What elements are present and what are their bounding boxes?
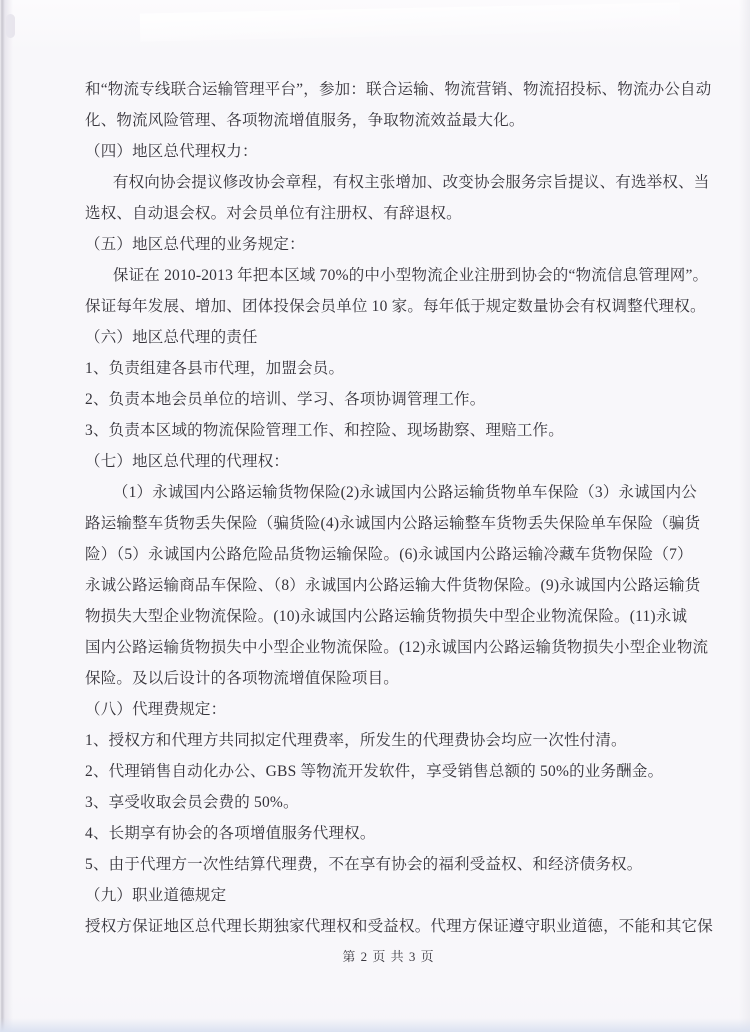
section-heading: （九）职业道德规定: [85, 887, 227, 904]
document-line: 路运输整车货物丢失保险（骗货险(4)永诚国内公路运输整车货物丢失保险单车保险（骗货: [85, 515, 701, 532]
page-footer: 第 2 页 共 3 页: [342, 949, 435, 964]
section-heading: （八）代理费规定：: [85, 701, 227, 718]
document-line: 和“物流专线联合运输管理平台”，参加：联合运输、物流营销、物流招投标、物流办公自动: [85, 81, 712, 98]
document-line: 授权方保证地区总代理长期独家代理权和受益权。代理方保证遵守职业道德，不能和其它保: [85, 918, 714, 935]
document-line: 永诚公路运输商品车保险、（8）永诚国内公路运输大件货物保险。(9)永诚国内公路运输货: [85, 577, 701, 594]
document-line: 保险。及以后设计的各项物流增值保险项目。: [85, 670, 400, 687]
document-line: 有权向协会提议修改协会章程，有权主张增加、改变协会服务宗旨提议、有选举权、当: [112, 174, 710, 191]
document-line: 保证在 2010-2013 年把本区域 70%的中小型物流企业注册到协会的“物流信息管理网”。: [112, 267, 709, 284]
list-item: 4、长期享有协会的各项增值服务代理权。: [85, 825, 376, 842]
document-line: 化、物流风险管理、各项物流增值服务，争取物流效益最大化。: [85, 112, 525, 129]
list-item: 2、代理销售自动化办公、GBS 等物流开发软件，享受销售总额的 50%的业务酬金。: [85, 763, 664, 780]
list-item: 1、授权方和代理方共同拟定代理费率，所发生的代理费协会均应一次性付清。: [85, 732, 627, 749]
scan-edge-bottom: [0, 1018, 750, 1032]
section-heading: （六）地区总代理的责任: [85, 329, 258, 346]
section-heading: （四）地区总代理权力：: [85, 143, 258, 160]
list-item: 1、负责组建各县市代理，加盟会员。: [85, 360, 345, 377]
document-line: 保证每年发展、增加、团体投保会员单位 10 家。每年低于规定数量协会有权调整代理权。: [85, 298, 706, 315]
document-line: （1）永诚国内公路运输货物保险(2)永诚国内公路运输货物单车保险（3）永诚国内公: [112, 484, 697, 501]
list-item: 2、负责本地会员单位的培训、学习、各项协调管理工作。: [85, 391, 486, 408]
list-item: 5、由于代理方一次性结算代理费，不在享有协会的福利受益权、和经济债务权。: [85, 856, 643, 873]
document-line: 国内公路运输货物损失中小型企业物流保险。(12)永诚国内公路运输货物损失小型企业物流: [85, 639, 709, 656]
list-item: 3、享受收取会员会费的 50%。: [85, 794, 299, 811]
document-line: 选权、自动退会权。对会员单位有注册权、有辞退权。: [85, 205, 462, 222]
list-item: 3、负责本区域的物流保险管理工作、和控险、现场勘察、理赔工作。: [85, 422, 564, 439]
document-line: 物损失大型企业物流保险。(10)永诚国内公路运输货物损失中型企业物流保险。(11)永诚: [85, 608, 688, 625]
document-line: 险）（5）永诚国内公路危险品货物运输保险。(6)永诚国内公路运输冷藏车货物保险（7）: [85, 546, 693, 563]
section-heading: （五）地区总代理的业务规定：: [85, 236, 305, 253]
section-heading: （七）地区总代理的代理权：: [85, 453, 290, 470]
